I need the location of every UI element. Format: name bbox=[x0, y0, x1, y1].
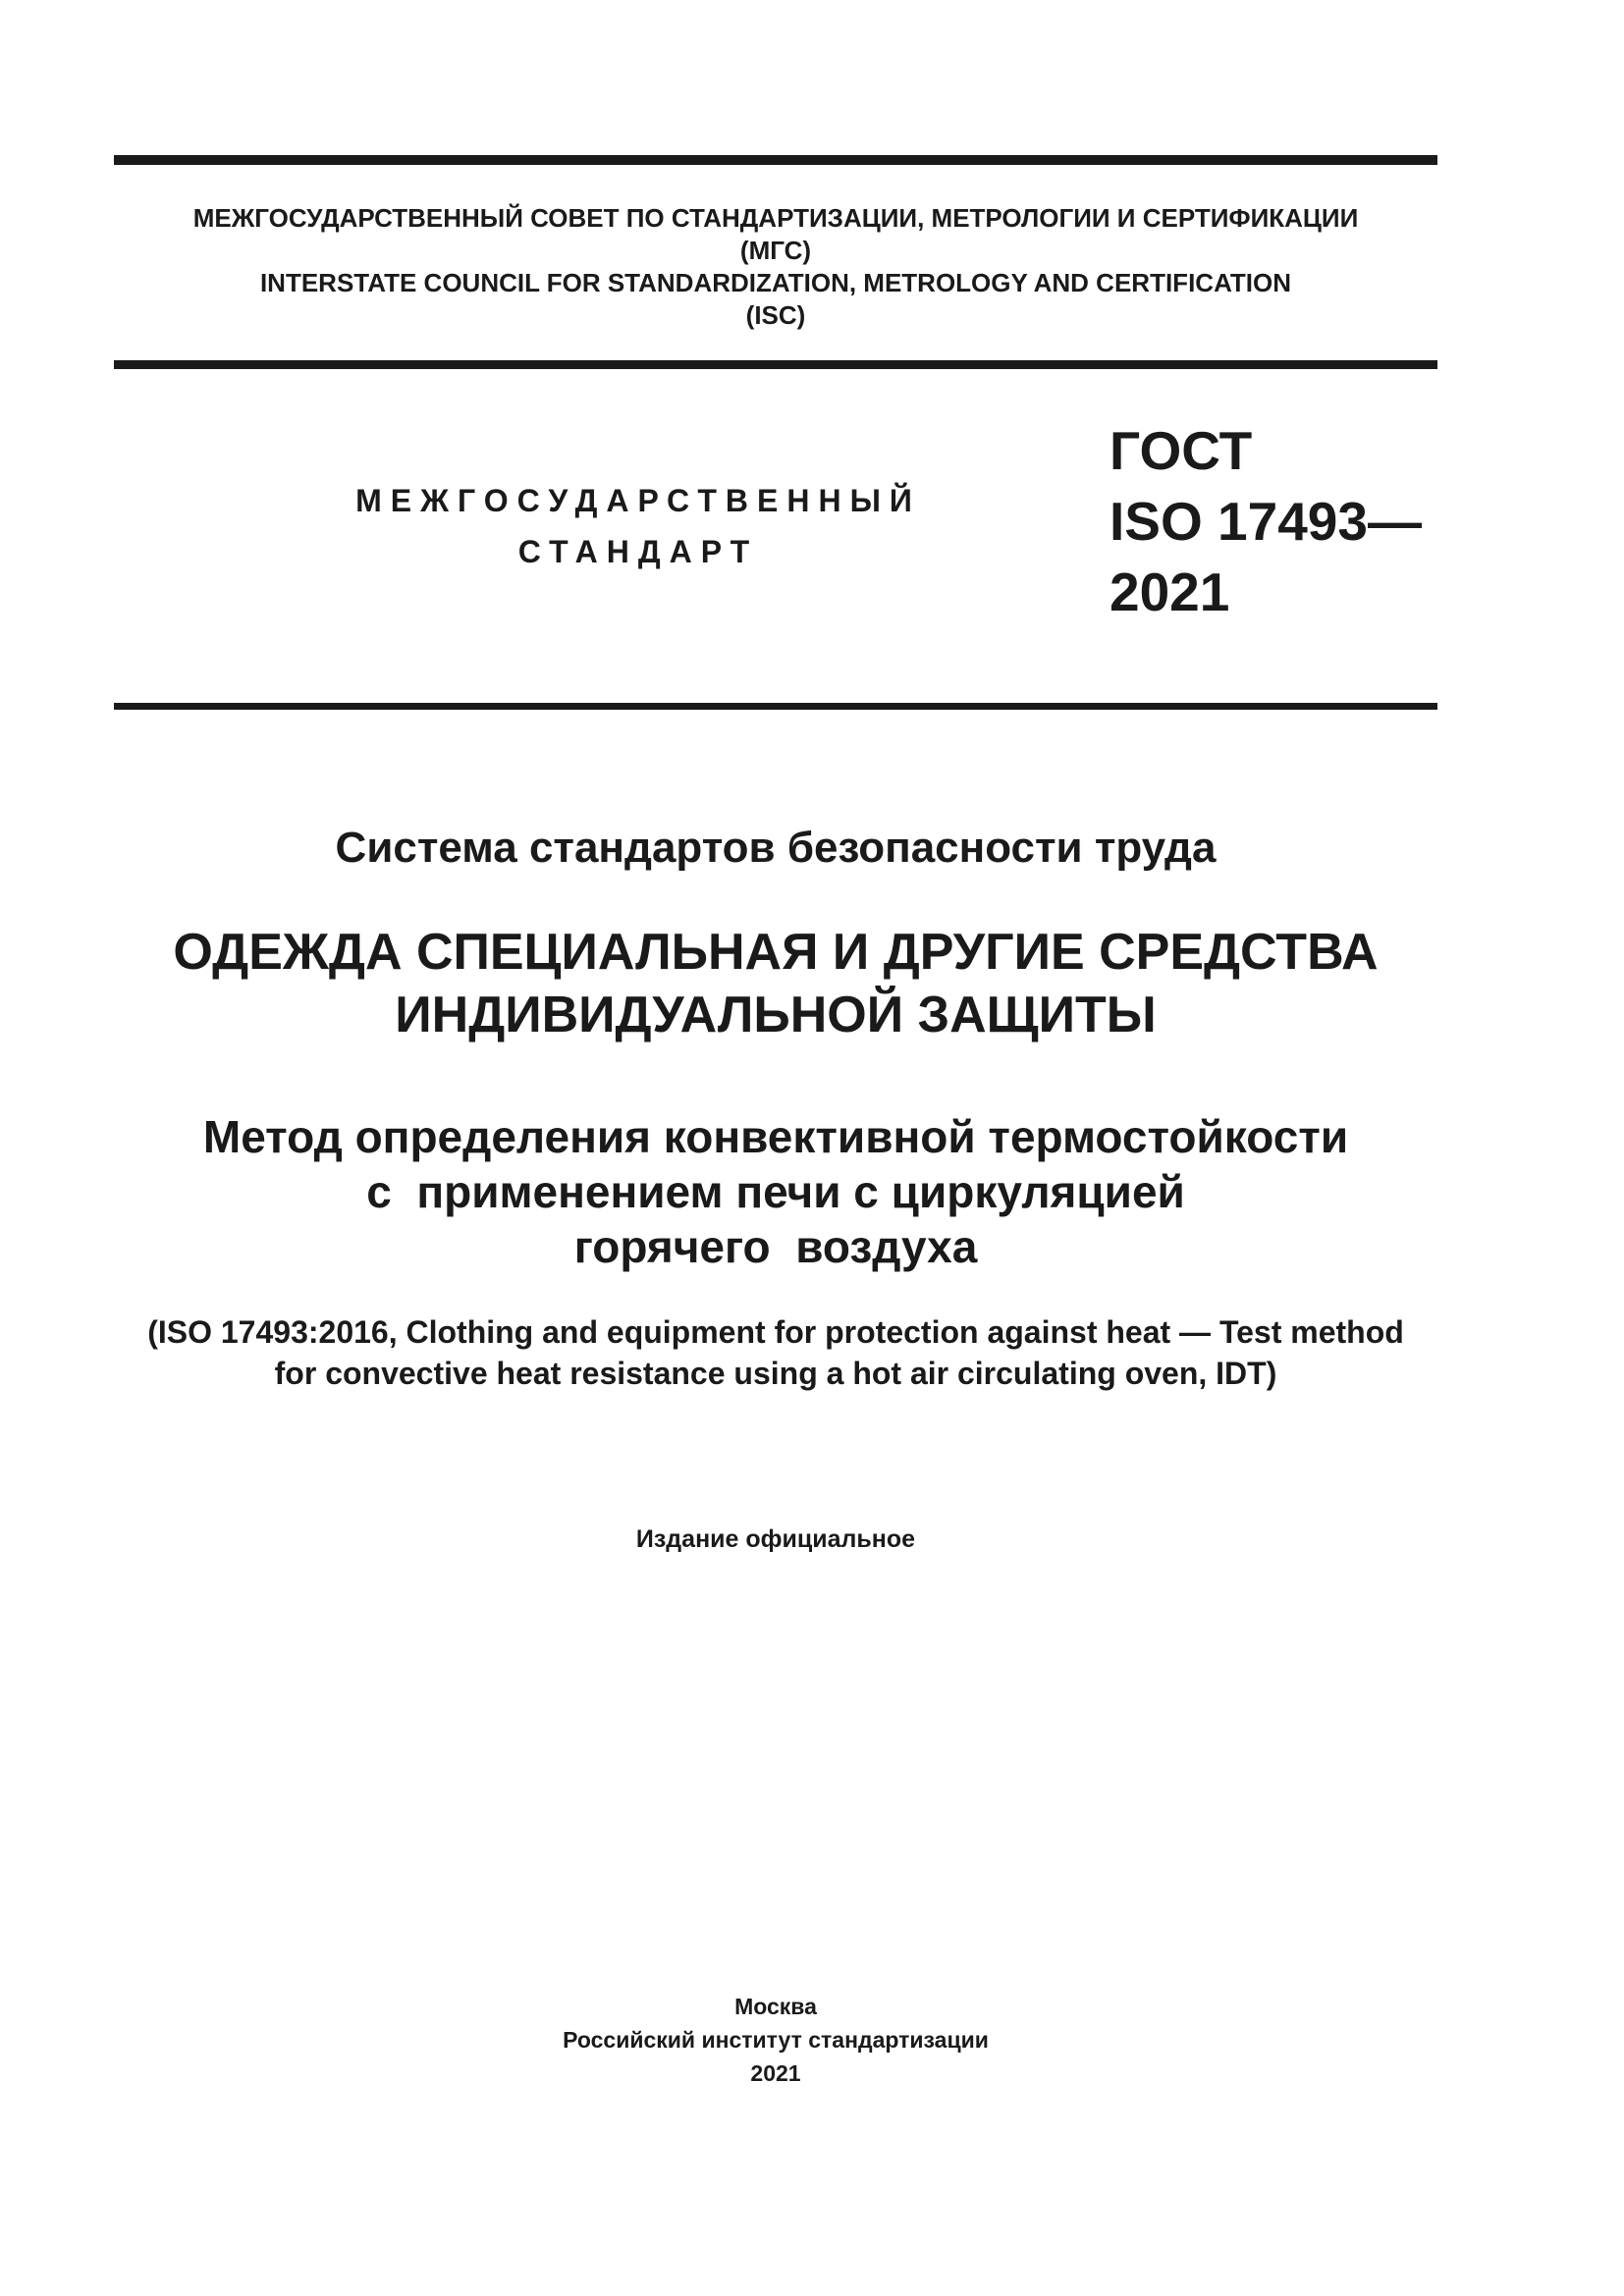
council-name-ru: МЕЖГОСУДАРСТВЕННЫЙ СОВЕТ ПО СТАНДАРТИЗАЦИИ, МЕТРОЛОГИИ И СЕРТИФИКАЦИИ bbox=[192, 203, 1359, 233]
main-title-line2: ИНДИВИДУАЛЬНОЙ ЗАЩИТЫ bbox=[395, 987, 1157, 1043]
top-divider bbox=[114, 155, 1437, 165]
subtitle-line2: с применением печи с циркуляцией bbox=[366, 1166, 1185, 1217]
subtitle-line1: Метод определения конвективной термостойкости bbox=[202, 1111, 1349, 1162]
designation-line3: 2021 bbox=[1110, 561, 1230, 622]
standard-type-line1: МЕЖГОСУДАРСТВЕННЫЙ bbox=[355, 483, 921, 518]
designation-line2: ISO 17493— bbox=[1110, 491, 1422, 552]
edition-label: Издание официальное bbox=[635, 1525, 916, 1553]
publisher-institute: Российский институт стандартизации bbox=[563, 2027, 989, 2053]
publisher-block bbox=[114, 1990, 1437, 2090]
iso-reference bbox=[98, 1311, 1453, 1394]
council-abbr-ru: (МГС) bbox=[739, 236, 812, 265]
subtitle bbox=[114, 1109, 1437, 1274]
main-title bbox=[114, 921, 1437, 1046]
main-title-line1: ОДЕЖДА СПЕЦИАЛЬНАЯ И ДРУГИЕ СРЕДСТВА bbox=[173, 924, 1379, 981]
standard-type bbox=[275, 475, 1001, 577]
designation-line1: ГОСТ bbox=[1110, 420, 1253, 481]
subtitle-line3: горячего воздуха bbox=[573, 1221, 978, 1272]
standard-type-line2: СТАНДАРТ bbox=[517, 534, 759, 569]
publisher-city: Москва bbox=[734, 1994, 817, 2019]
iso-reference-line2: for convective heat resistance using a hot air circulating oven, IDT) bbox=[274, 1356, 1277, 1391]
council-divider bbox=[114, 360, 1437, 369]
publisher-year: 2021 bbox=[750, 2060, 801, 2086]
council-header bbox=[114, 202, 1437, 332]
council-name-en: INTERSTATE COUNCIL FOR STANDARDIZATION, METROLOGY AND CERTIFICATION bbox=[259, 268, 1292, 297]
council-abbr-en: (ISC) bbox=[745, 300, 806, 330]
designation-divider bbox=[114, 703, 1437, 710]
standard-designation bbox=[1110, 415, 1422, 627]
iso-reference-line1: (ISO 17493:2016, Clothing and equipment for protection against heat — Test method bbox=[147, 1314, 1404, 1350]
system-title: Система стандартов безопасности труда bbox=[335, 824, 1217, 872]
